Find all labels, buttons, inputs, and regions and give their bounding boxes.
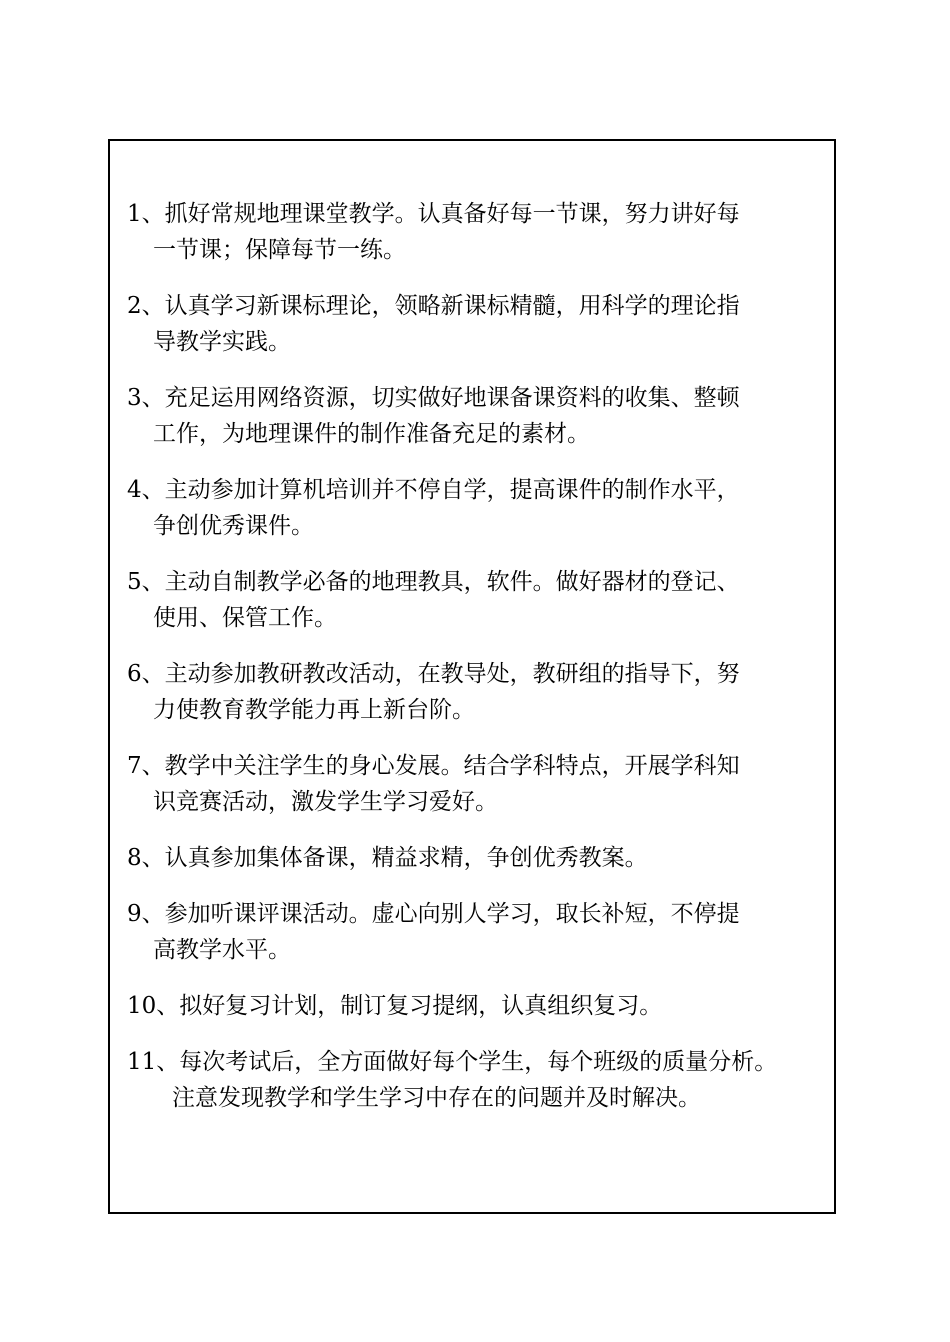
list-item bbox=[127, 896, 847, 968]
item-line: 10、拟好复习计划，制订复习提纲，认真组织复习。 bbox=[127, 993, 663, 1019]
item-line-continuation: 识竞赛活动，激发学生学习爱好。 bbox=[153, 789, 498, 815]
list-item bbox=[127, 656, 847, 728]
list-item bbox=[127, 748, 847, 820]
item-line: 11、每次考试后，全方面做好每个学生，每个班级的质量分析。 bbox=[127, 1049, 778, 1075]
item-line: 2、认真学习新课标理论，领略新课标精髓，用科学的理论指 bbox=[127, 293, 740, 319]
item-line-continuation: 工作，为地理课件的制作准备充足的素材。 bbox=[153, 421, 590, 447]
item-line: 5、主动自制教学必备的地理教具，软件。做好器材的登记、 bbox=[127, 569, 740, 595]
item-line-continuation: 争创优秀课件。 bbox=[153, 513, 314, 539]
item-line: 7、教学中关注学生的身心发展。结合学科特点，开展学科知 bbox=[127, 753, 740, 779]
item-line: 1、抓好常规地理课堂教学。认真备好每一节课，努力讲好每 bbox=[127, 201, 740, 227]
item-line: 4、主动参加计算机培训并不停自学，提高课件的制作水平， bbox=[127, 477, 740, 503]
item-line-continuation: 力使教育教学能力再上新台阶。 bbox=[153, 697, 475, 723]
item-line: 3、充足运用网络资源，切实做好地课备课资料的收集、整顿 bbox=[127, 385, 740, 411]
list-item bbox=[127, 380, 847, 452]
list-item bbox=[127, 988, 847, 1024]
item-line: 8、认真参加集体备课，精益求精，争创优秀教案。 bbox=[127, 845, 648, 871]
item-line-continuation: 注意发现教学和学生学习中存在的问题并及时解决。 bbox=[172, 1085, 701, 1111]
list-item bbox=[127, 288, 847, 360]
list-item bbox=[127, 196, 847, 268]
item-line: 6、主动参加教研教改活动，在教导处，教研组的指导下，努 bbox=[127, 661, 740, 687]
list-item bbox=[127, 472, 847, 544]
item-line: 9、参加听课评课活动。虚心向别人学习，取长补短，不停提 bbox=[127, 901, 740, 927]
list-item bbox=[127, 840, 847, 876]
list-item bbox=[127, 1044, 847, 1116]
list-item bbox=[127, 564, 847, 636]
item-line-continuation: 一节课；保障每节一练。 bbox=[153, 237, 406, 263]
work-plan-list bbox=[127, 196, 847, 1136]
item-line-continuation: 高教学水平。 bbox=[153, 937, 291, 963]
item-line-continuation: 导教学实践。 bbox=[153, 329, 291, 355]
item-line-continuation: 使用、保管工作。 bbox=[153, 605, 337, 631]
